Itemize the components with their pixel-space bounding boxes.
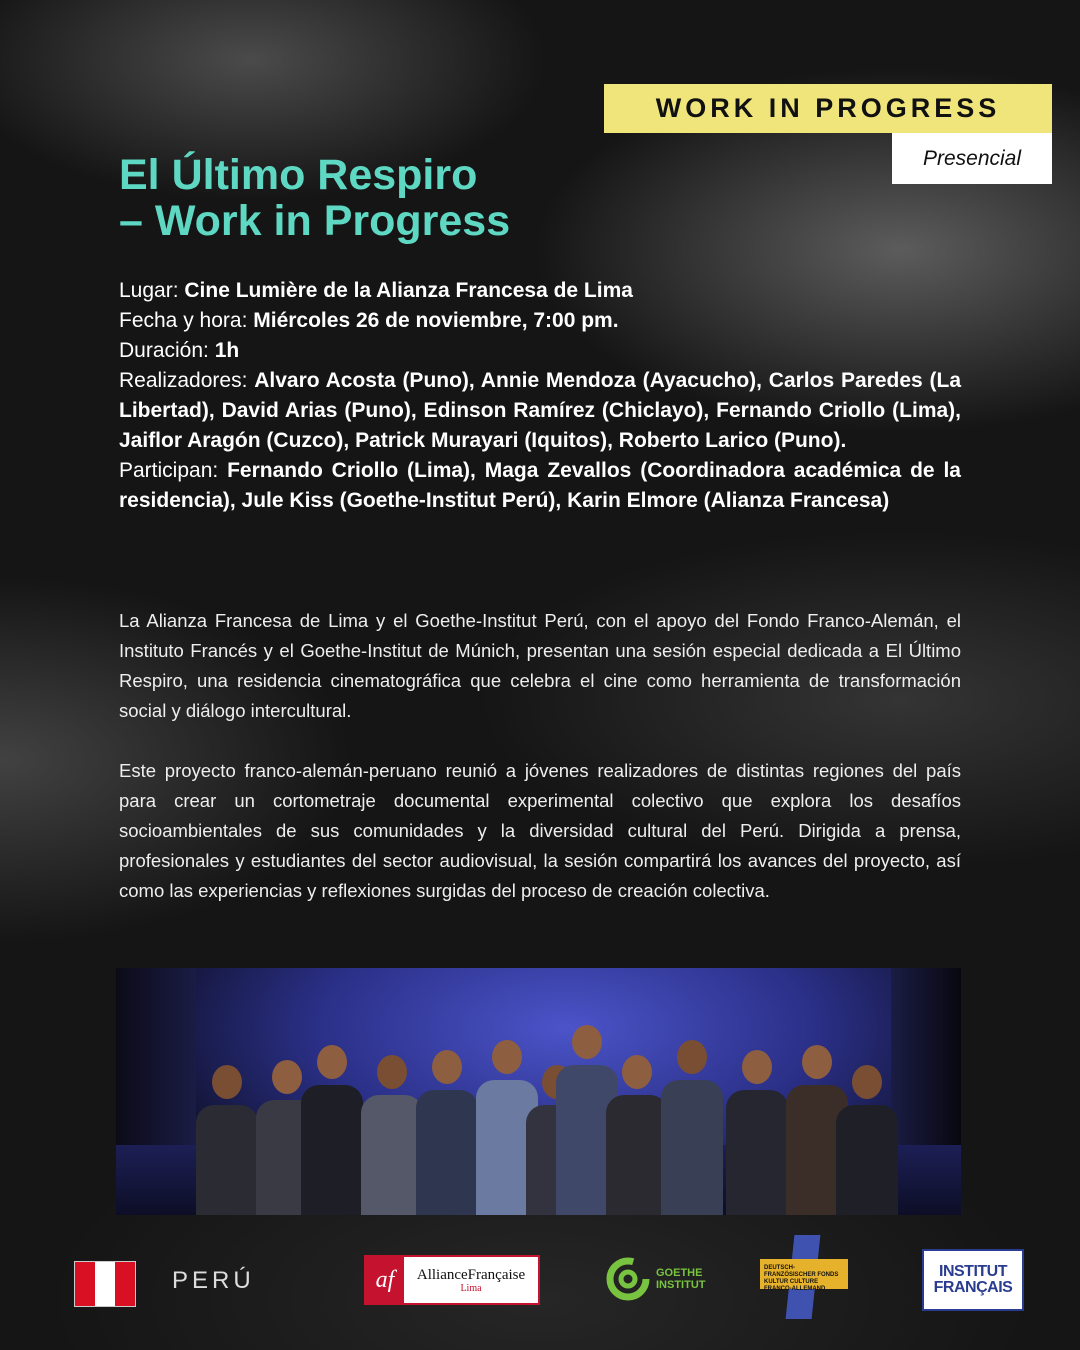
info-fecha: Fecha y hora: Miércoles 26 de noviembre, 7:00 pm. <box>119 309 619 332</box>
photo-person <box>836 1065 898 1215</box>
work-in-progress-tag: WORK IN PROGRESS <box>604 84 1052 133</box>
alliance-francaise-logo <box>364 1255 540 1305</box>
af-city: Lima <box>460 1282 482 1294</box>
description-paragraph-2: Este proyecto franco-alemán-peruano reunió a jóvenes realizadores de distintas regiones del país para crear un cortometraje documental experimental colectivo que explora los desafíos socioambientales de sus comunidades y la diversidad cultural del Perú. Dirigida a prensa, profesionales y estudiantes del sector audiovisual, la sesión compartirá los avances del proyecto, así como las experiencias y reflexiones surgidas del proceso de creación colectiva. <box>119 760 961 901</box>
photo-person <box>606 1055 668 1215</box>
info-participan: Participan: Fernando Criollo (Lima), Maga Zevallos (Coordinadora académica de la residencia), Jule Kiss (Goethe-Institut Perú), Karin Elmore (Alianza Francesa) <box>119 459 961 512</box>
photo-person <box>196 1065 258 1215</box>
photo-person <box>361 1055 423 1215</box>
info-lugar: Lugar: Cine Lumière de la Alianza Francesa de Lima <box>119 279 633 302</box>
institut-line-1: INSTITUT <box>939 1263 1007 1280</box>
info-duracion: Duración: 1h <box>119 339 240 362</box>
photo-person <box>301 1045 363 1215</box>
info-realizadores: Realizadores: Alvaro Acosta (Puno), Annie Mendoza (Ayacucho), Carlos Paredes (La Libertad), David Arias (Puno), Edinson Ramírez (Chiclayo), Fernando Criollo (Lima), Jaiflor Aragón (Cuzco), Patrick Murayari (Iquitos), Roberto Larico (Puno). <box>119 369 961 452</box>
goethe-circle-icon <box>606 1257 650 1301</box>
peru-flag-icon <box>74 1261 136 1307</box>
institut-francais-logo <box>922 1249 1024 1311</box>
institut-line-2: FRANÇAIS <box>933 1279 1013 1296</box>
event-info <box>119 276 961 516</box>
af-mark: af <box>366 1257 404 1303</box>
fonds-text: DEUTSCH-FRANZÖSISCHER FONDS KULTUR CULTURE FRANCO-ALLEMAND <box>764 1265 839 1292</box>
goethe-institut-logo <box>606 1257 716 1301</box>
event-title <box>119 152 639 244</box>
group-photo <box>116 968 961 1215</box>
mode-tag: Presencial <box>892 133 1052 184</box>
af-name: AllianceFrançaise <box>416 1266 526 1283</box>
fonds-culturel-logo <box>760 1235 848 1325</box>
title-line-2: – Work in Progress <box>119 197 511 245</box>
photo-person <box>661 1040 723 1215</box>
photo-person <box>416 1050 478 1215</box>
peru-logo-text: PERÚ <box>172 1267 255 1294</box>
logo-footer <box>0 1235 1080 1350</box>
goethe-line-2: INSTITUT <box>656 1279 706 1291</box>
title-line-1: El Último Respiro <box>119 151 478 199</box>
goethe-line-1: GOETHE <box>656 1267 703 1279</box>
description-paragraph-1: La Alianza Francesa de Lima y el Goethe-Institut Perú, con el apoyo del Fondo Franco-Alemán, el Instituto Francés y el Goethe-Institut de Múnich, presentan una sesión especial dedicada a El Último Respiro, una residencia cinematográfica que celebra el cine como herramienta de transformación social y diálogo intercultural. <box>119 610 961 721</box>
photo-person <box>726 1050 788 1215</box>
